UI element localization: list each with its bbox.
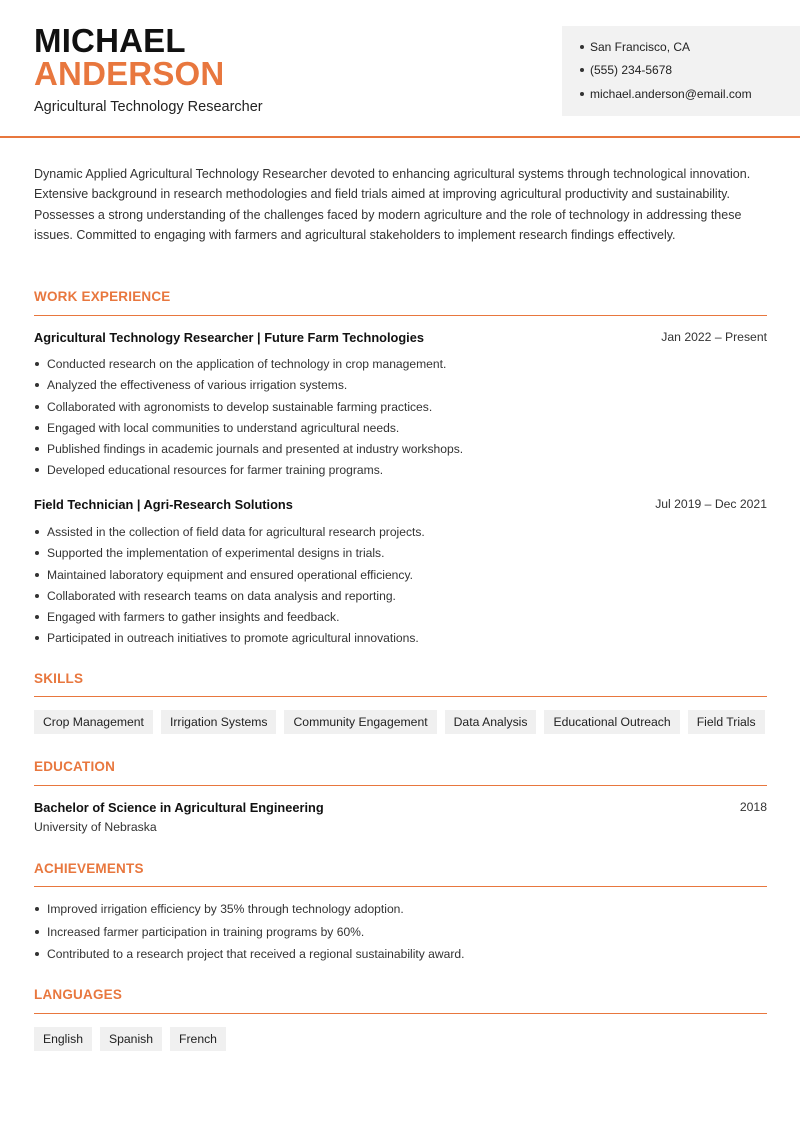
- summary-text: Dynamic Applied Agricultural Technology Researcher devoted to enhancing agricultural systems through technological innovation. Extensive background in research methodologies and field trials aimed at improving agricultural productivity and sustainability. Possesses a strong understanding of the challenges faced by modern agriculture and the role of technology in addressing these issues. Committed to engaging with farmers and agricultural stakeholders to implement research findings effectively.: [34, 167, 751, 243]
- email-text[interactable]: michael.anderson@email.com: [590, 87, 752, 101]
- contact-box: [562, 26, 800, 116]
- list-item: Collaborated with agronomists to develop sustainable farming practices.: [34, 399, 463, 420]
- bullet-icon: [580, 45, 584, 49]
- education-degree: Bachelor of Science in Agricultural Engineering: [34, 800, 324, 815]
- education-school: University of Nebraska: [34, 820, 157, 834]
- skill-tag: Field Trials: [688, 710, 765, 734]
- skill-tag: Irrigation Systems: [161, 710, 277, 734]
- achievement-bullets: [34, 901, 774, 969]
- last-name: ANDERSON: [34, 55, 225, 92]
- language-tag: English: [34, 1027, 92, 1051]
- list-item: Engaged with farmers to gather insights and feedback.: [34, 609, 425, 630]
- contact-location: [580, 40, 690, 54]
- list-item: Published findings in academic journals and presented at industry workshops.: [34, 441, 463, 462]
- job-bullets: [34, 356, 463, 484]
- section-divider: [34, 785, 767, 786]
- job-heading: Field Technician | Agri-Research Solutions: [34, 497, 293, 512]
- section-title-work: WORK EXPERIENCE: [34, 289, 171, 304]
- section-title-skills: SKILLS: [34, 671, 84, 686]
- job-bullets: [34, 524, 425, 652]
- bullet-icon: [580, 68, 584, 72]
- job-dates: Jan 2022 – Present: [661, 330, 767, 344]
- section-divider: [34, 696, 767, 697]
- job-heading: Agricultural Technology Researcher | Future Farm Technologies: [34, 330, 424, 345]
- languages-list: [34, 1027, 226, 1051]
- phone-text: (555) 234-5678: [590, 63, 673, 77]
- list-item: Engaged with local communities to understand agricultural needs.: [34, 420, 463, 441]
- skill-tag: Community Engagement: [284, 710, 436, 734]
- contact-email[interactable]: [580, 87, 752, 101]
- resume-header: [0, 0, 800, 138]
- skills-list: [34, 710, 765, 734]
- skill-tag: Educational Outreach: [544, 710, 679, 734]
- contact-phone: [580, 63, 672, 77]
- list-item: Assisted in the collection of field data for agricultural research projects.: [34, 524, 425, 545]
- list-item: Collaborated with research teams on data analysis and reporting.: [34, 588, 425, 609]
- list-item: Supported the implementation of experimental designs in trials.: [34, 545, 425, 566]
- section-divider: [34, 1013, 767, 1014]
- first-name: MICHAEL: [34, 22, 186, 59]
- education-year: 2018: [739, 800, 767, 814]
- list-item: Improved irrigation efficiency by 35% through technology adoption.: [34, 901, 774, 924]
- language-tag: French: [170, 1027, 226, 1051]
- section-divider: [34, 886, 767, 887]
- list-item: Increased farmer participation in training programs by 60%.: [34, 924, 774, 947]
- job-title: Agricultural Technology Researcher: [34, 99, 263, 115]
- list-item: Conducted research on the application of technology in crop management.: [34, 356, 463, 377]
- location-text: San Francisco, CA: [590, 40, 691, 54]
- language-tag: Spanish: [100, 1027, 162, 1051]
- job-dates: Jul 2019 – Dec 2021: [655, 497, 767, 511]
- list-item: Maintained laboratory equipment and ensured operational efficiency.: [34, 567, 425, 588]
- section-title-languages: LANGUAGES: [34, 987, 123, 1002]
- list-item: Contributed to a research project that received a regional sustainability award.: [34, 946, 774, 969]
- list-item: Analyzed the effectiveness of various irrigation systems.: [34, 377, 463, 398]
- section-title-achievements: ACHIEVEMENTS: [34, 861, 144, 876]
- list-item: Participated in outreach initiatives to promote agricultural innovations.: [34, 630, 425, 651]
- bullet-icon: [580, 92, 584, 96]
- section-divider: [34, 315, 767, 316]
- skill-tag: Data Analysis: [445, 710, 537, 734]
- list-item: Developed educational resources for farmer training programs.: [34, 462, 463, 483]
- skill-tag: Crop Management: [34, 710, 153, 734]
- section-title-education: EDUCATION: [34, 759, 116, 774]
